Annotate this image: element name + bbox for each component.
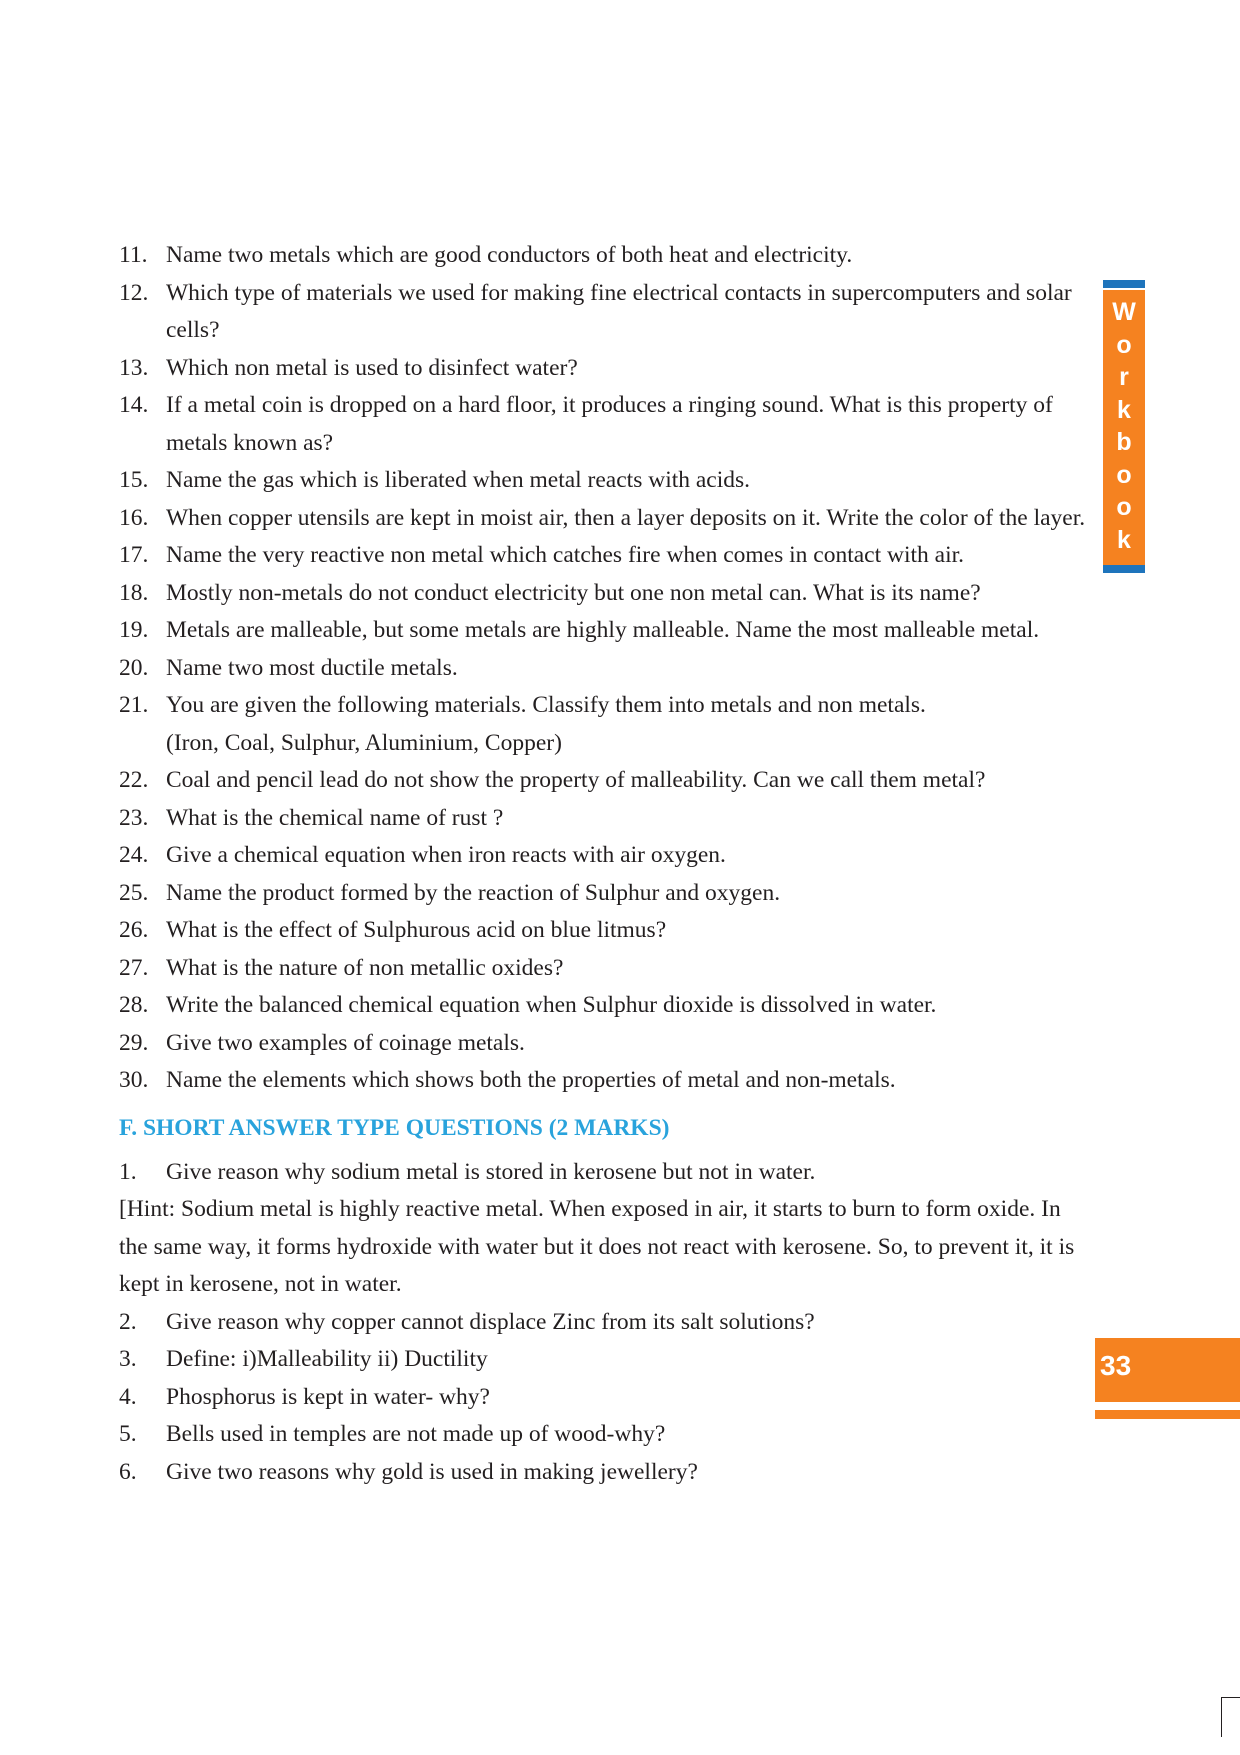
question-number: 16. (119, 504, 149, 531)
question-text: Give a chemical equation when iron reacts with air oxygen. (166, 842, 726, 868)
question-text: Give reason why sodium metal is stored in kerosene but not in water. (166, 1158, 816, 1185)
question-number: 28. (119, 992, 149, 1018)
question-text: If a metal coin is dropped on a hard floor, it produces a ringing sound. What is this property of metals known as? (166, 392, 1053, 456)
page-number: 33 (1100, 1350, 1132, 1381)
hint-paragraph: [Hint: Sodium metal is highly reactive metal. When exposed in air, it starts to burn to form oxide. In the same way, it forms hydroxide with water but it does not react with kerosene. So, to prevent it, it is kept in kerosene, not in water. (119, 1196, 1075, 1297)
question-number: 6. (119, 1458, 137, 1485)
workbook-tab-letter: b (1116, 428, 1132, 456)
question-item (119, 1154, 1089, 1192)
question-text: Phosphorus is kept in water- why? (166, 1383, 490, 1410)
question-text: Bells used in temples are not made up of wood-why? (166, 1421, 666, 1447)
question-number: 29. (119, 1029, 149, 1056)
question-item (119, 500, 1089, 538)
question-item (119, 687, 1089, 725)
question-text: (Iron, Coal, Sulphur, Aluminium, Copper) (166, 729, 562, 756)
question-number: 30. (119, 1067, 149, 1093)
question-item (119, 612, 1089, 650)
question-number: 26. (119, 917, 149, 943)
question-item (119, 1062, 1089, 1100)
workbook-tab-label (1103, 296, 1145, 556)
question-text: Name the very reactive non metal which catches fire when comes in contact with air. (166, 542, 965, 568)
question-item (119, 950, 1089, 988)
question-item (119, 1341, 1089, 1379)
question-item (119, 650, 1089, 688)
question-text: What is the chemical name of rust ? (166, 804, 504, 831)
crop-mark (1222, 1697, 1240, 1698)
question-item (119, 387, 1089, 462)
question-number: 3. (119, 1346, 137, 1372)
question-item (119, 725, 1089, 763)
question-item (119, 1025, 1089, 1063)
question-text: When copper utensils are kept in moist air, then a layer deposits on it. Write the color of the layer. (166, 504, 1086, 531)
question-text: Give two reasons why gold is used in making jewellery? (166, 1458, 698, 1485)
question-item (119, 1304, 1089, 1342)
question-number: 5. (119, 1421, 137, 1447)
question-text: Name two metals which are good conductors of both heat and electricity. (166, 242, 853, 268)
question-text: Coal and pencil lead do not show the property of malleability. Can we call them metal? (166, 767, 986, 793)
question-item (119, 762, 1089, 800)
question-text: Give two examples of coinage metals. (166, 1029, 525, 1056)
section-f-title: F. SHORT ANSWER TYPE QUESTIONS (2 MARKS) (119, 1114, 670, 1141)
question-item (119, 800, 1089, 838)
question-text: Metals are malleable, but some metals are highly malleable. Name the most malleable metal. (166, 617, 1040, 643)
workbook-tab-letter: o (1116, 493, 1132, 521)
question-text: Define: i)Malleability ii) Ductility (166, 1346, 488, 1372)
page-content (119, 237, 1089, 1491)
question-number: 11. (119, 242, 148, 268)
question-number: 23. (119, 804, 149, 831)
workbook-tab-letter: o (1116, 460, 1132, 489)
question-item (119, 1379, 1089, 1417)
question-number: 13. (119, 354, 149, 381)
question-item (119, 1416, 1089, 1454)
question-number: 25. (119, 879, 149, 906)
question-text: What is the nature of non metallic oxides? (166, 954, 564, 981)
question-item (119, 275, 1089, 350)
question-number: 18. (119, 579, 149, 606)
question-number: 17. (119, 542, 149, 568)
workbook-tab-letter: W (1112, 298, 1136, 326)
question-number: 22. (119, 767, 149, 793)
question-text: What is the effect of Sulphurous acid on blue litmus? (166, 917, 667, 943)
question-text: Mostly non-metals do not conduct electricity but one non metal can. What is its name? (166, 579, 981, 606)
question-item (119, 350, 1089, 388)
question-number: 2. (119, 1308, 137, 1335)
question-number: 20. (119, 654, 149, 681)
workbook-tab-bottom-bar (1103, 565, 1145, 573)
question-number: 14. (119, 392, 149, 418)
question-list-a (119, 237, 1089, 1100)
question-number: 1. (119, 1158, 137, 1185)
workbook-tab-top-bar (1103, 280, 1145, 288)
workbook-tab-letter: k (1117, 395, 1131, 424)
question-item (119, 537, 1089, 575)
question-text: Name the elements which shows both the properties of metal and non-metals. (166, 1067, 896, 1093)
question-item (119, 912, 1089, 950)
workbook-tab-letter: k (1117, 525, 1131, 554)
question-text: Name two most ductile metals. (166, 654, 458, 681)
question-text: You are given the following materials. Classify them into metals and non metals. (166, 692, 926, 718)
question-number: 19. (119, 617, 149, 643)
question-text: Write the balanced chemical equation when Sulphur dioxide is dissolved in water. (166, 992, 937, 1018)
question-text: Name the product formed by the reaction of Sulphur and oxygen. (166, 879, 781, 906)
question-number: 12. (119, 279, 149, 306)
question-list-f (119, 1304, 1089, 1492)
workbook-tab-letter: r (1119, 363, 1129, 391)
workbook-tab-letter: o (1116, 330, 1132, 359)
question-item (119, 987, 1089, 1025)
question-number: 27. (119, 954, 149, 981)
question-item (119, 575, 1089, 613)
question-number: 24. (119, 842, 149, 868)
question-number: 15. (119, 467, 149, 493)
question-item (119, 875, 1089, 913)
question-number (119, 725, 166, 763)
question-text: Give reason why copper cannot displace Zinc from its salt solutions? (166, 1308, 815, 1335)
question-text: Which non metal is used to disinfect water? (166, 354, 578, 381)
question-item (119, 237, 1089, 275)
question-text: Name the gas which is liberated when metal reacts with acids. (166, 467, 751, 493)
question-number: 4. (119, 1383, 137, 1410)
question-text: Which type of materials we used for making fine electrical contacts in supercomputers and solar cells? (166, 279, 1072, 343)
page-number-underline (1095, 1410, 1240, 1419)
question-item (119, 837, 1089, 875)
question-item (119, 1454, 1089, 1492)
crop-mark (1221, 1697, 1222, 1737)
question-number: 21. (119, 692, 149, 718)
question-item (119, 462, 1089, 500)
